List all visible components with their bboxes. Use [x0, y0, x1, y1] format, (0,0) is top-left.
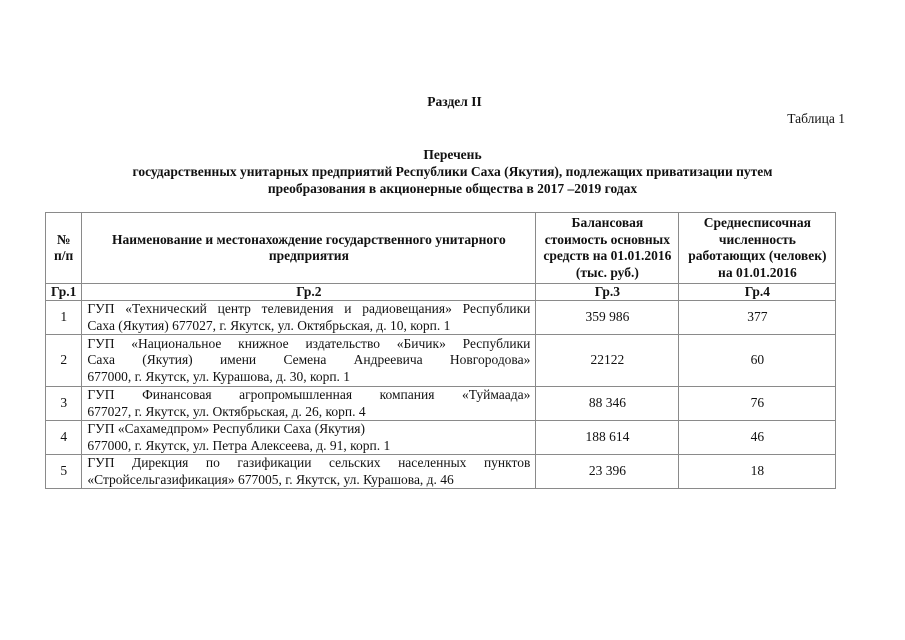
header-staff: Среднесписочная численность работающих (человек) на 01.01.2016 [679, 213, 836, 284]
name-line: 677000, г. Якутск, ул. Петра Алексеева, д. 91, корп. 1 [87, 437, 391, 453]
table-row [46, 387, 836, 421]
name-line: Саха (Якутия) имени Семена Андреевича Новгородова» [87, 352, 531, 368]
document-heading [0, 146, 905, 197]
section-title: Раздел II [427, 94, 482, 109]
group-label-4: Гр.4 [679, 284, 836, 301]
table-label: Таблица 1 [787, 111, 845, 126]
staff-value: 377 [679, 301, 836, 335]
row-number: 3 [46, 387, 82, 421]
name-line: 677027, г. Якутск, ул. Октябрьская, д. 26, корп. 4 [87, 403, 366, 419]
balance-value: 22122 [536, 335, 679, 387]
header-name: Наименование и местонахождение государственного унитарного предприятия [82, 213, 536, 284]
staff-value: 46 [679, 421, 836, 455]
balance-value: 23 396 [536, 455, 679, 489]
enterprise-name [82, 421, 536, 455]
name-line: Саха (Якутия) 677027, г. Якутск, ул. Октябрьская, д. 10, корп. 1 [87, 317, 451, 333]
name-line: «Стройсельгазификация» 677005, г. Якутск, ул. Курашова, д. 46 [87, 471, 454, 487]
heading-line-3: преобразования в акционерные общества в 2017 –2019 годах [267, 181, 638, 196]
balance-value: 359 986 [536, 301, 679, 335]
group-label-2: Гр.2 [82, 284, 536, 301]
name-line: ГУП «Национальное книжное издательство «Бичик» Республики [87, 335, 531, 351]
table-row [46, 301, 836, 335]
staff-value: 76 [679, 387, 836, 421]
heading-line-2: государственных унитарных предприятий Республики Саха (Якутия), подлежащих приватизации путем [132, 164, 773, 179]
header-num: № п/п [46, 213, 82, 284]
group-label-1: Гр.1 [46, 284, 82, 301]
staff-value: 18 [679, 455, 836, 489]
balance-value: 188 614 [536, 421, 679, 455]
name-line: ГУП Финансовая агропромышленная компания «Туймаада» [87, 387, 531, 402]
row-number: 1 [46, 301, 82, 335]
name-line: ГУП «Сахамедпром» Республики Саха (Якутия) [87, 421, 366, 436]
header-balance: Балансовая стоимость основных средств на 01.01.2016 (тыс. руб.) [536, 213, 679, 284]
enterprise-name [82, 335, 536, 387]
row-number: 2 [46, 335, 82, 387]
table-row [46, 455, 836, 489]
name-line: ГУП «Технический центр телевидения и радиовещания» Республики [87, 301, 531, 316]
enterprise-name [82, 301, 536, 335]
table-row [46, 335, 836, 387]
staff-value: 60 [679, 335, 836, 387]
row-number: 5 [46, 455, 82, 489]
table-row [46, 421, 836, 455]
heading-line-1: Перечень [423, 147, 482, 162]
name-line: ГУП Дирекция по газификации сельских населенных пунктов [87, 455, 531, 470]
enterprises-table [45, 212, 836, 489]
enterprise-name [82, 455, 536, 489]
enterprise-name [82, 387, 536, 421]
name-line: 677000, г. Якутск, ул. Курашова, д. 30, корп. 1 [87, 368, 351, 384]
table-header-row [46, 213, 836, 284]
group-label-row [46, 284, 836, 301]
balance-value: 88 346 [536, 387, 679, 421]
row-number: 4 [46, 421, 82, 455]
group-label-3: Гр.3 [536, 284, 679, 301]
